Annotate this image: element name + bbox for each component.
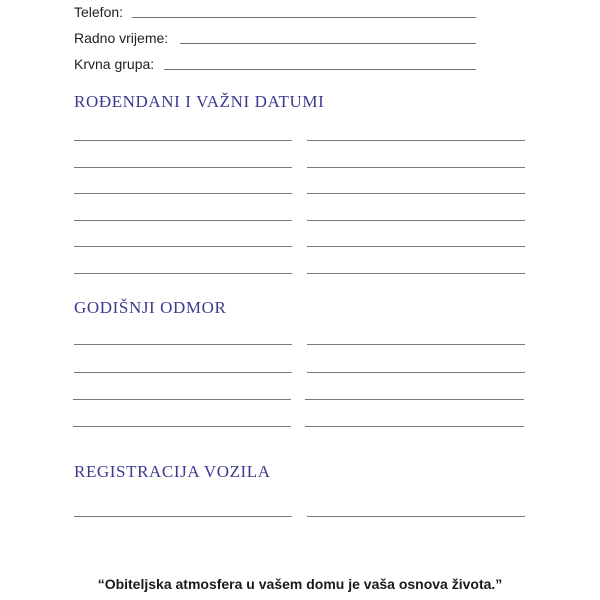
birthday-line-left[interactable] (74, 193, 292, 194)
birthday-line-right[interactable] (307, 167, 525, 168)
birthday-line-right[interactable] (307, 273, 525, 274)
working-hours-input-line[interactable] (180, 43, 476, 44)
vacation-line-right[interactable] (307, 344, 525, 345)
vacation-line-left[interactable] (73, 399, 291, 400)
blood-type-label: Krvna grupa: (74, 56, 155, 72)
birthday-line-right[interactable] (307, 246, 525, 247)
birthday-line-left[interactable] (74, 140, 292, 141)
vacation-line-left[interactable] (74, 372, 292, 373)
family-quote: “Obiteljska atmosfera u vašem domu je vaša osnova života.” (97, 576, 503, 592)
vehicle-line-left[interactable] (74, 516, 292, 517)
vacation-line-left[interactable] (73, 426, 291, 427)
working-hours-label: Radno vrijeme: (74, 30, 169, 46)
phone-input-line[interactable] (132, 17, 476, 18)
vacation-line-left[interactable] (74, 344, 292, 345)
vacation-line-right[interactable] (305, 426, 524, 427)
vacation-heading: GODIŠNJI ODMOR (74, 298, 227, 317)
blood-type-input-line[interactable] (164, 69, 476, 70)
birthday-line-left[interactable] (74, 167, 292, 168)
phone-label: Telefon: (74, 4, 124, 20)
birthday-line-left[interactable] (74, 273, 292, 274)
birthday-line-left[interactable] (74, 220, 292, 221)
vehicle-line-right[interactable] (307, 516, 525, 517)
birthday-line-right[interactable] (307, 193, 525, 194)
vehicle-registration-heading: REGISTRACIJA VOZILA (74, 462, 271, 481)
working-hours-field[interactable] (74, 29, 478, 47)
vacation-line-right[interactable] (305, 399, 524, 400)
birthdays-heading: ROĐENDANI I VAŽNI DATUMI (74, 92, 325, 111)
birthday-line-right[interactable] (307, 220, 525, 221)
birthday-line-right[interactable] (307, 140, 525, 141)
vacation-line-right[interactable] (307, 372, 525, 373)
birthday-line-left[interactable] (74, 246, 292, 247)
phone-field[interactable] (74, 3, 478, 21)
blood-type-field[interactable] (74, 55, 478, 73)
